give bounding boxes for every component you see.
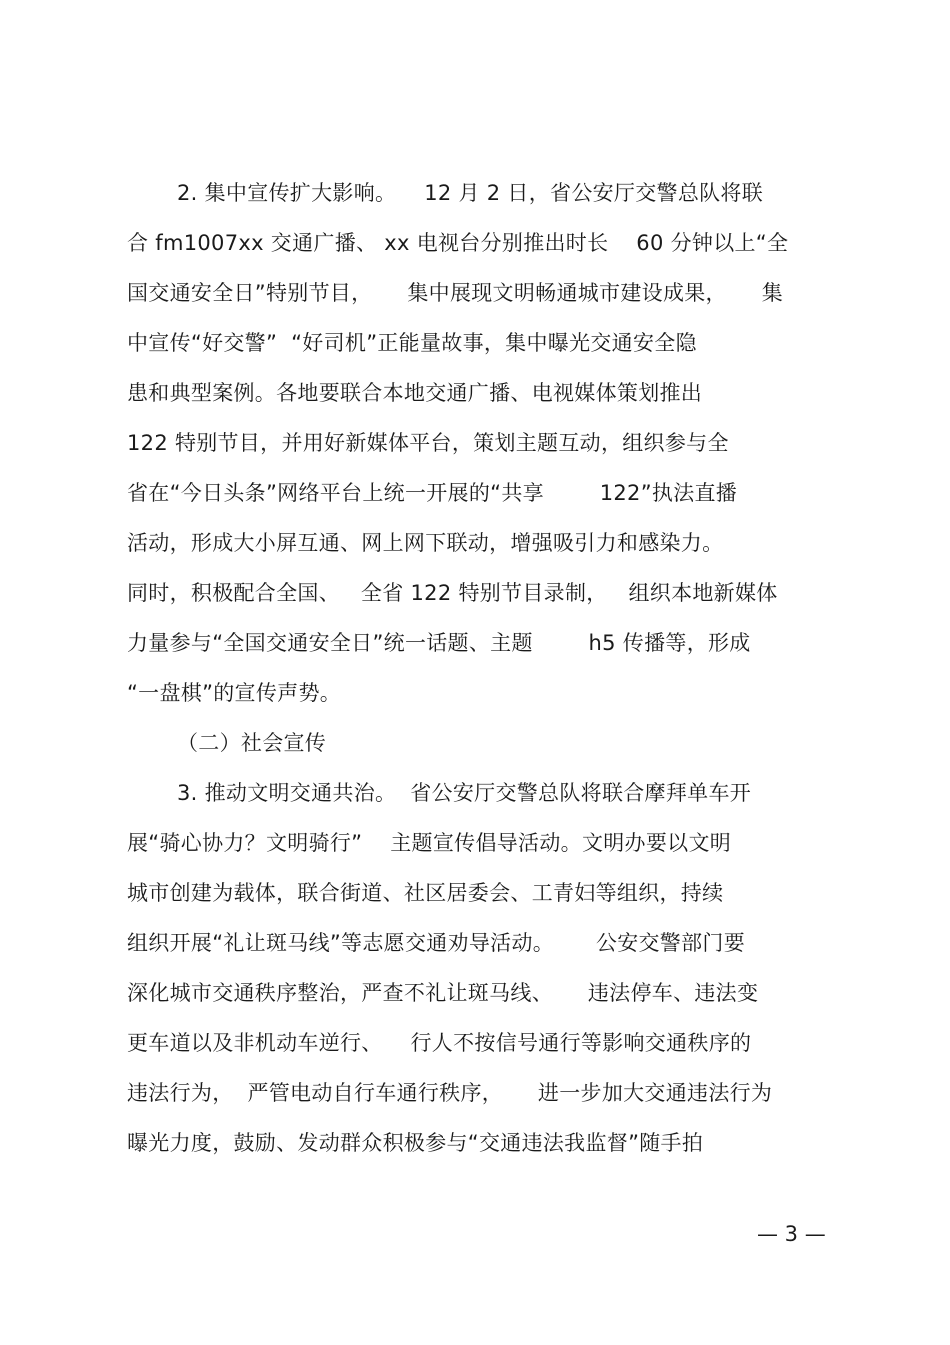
paragraph-3-line-2: 展“骑心协力？文明骑行” 主题宣传倡导活动。文明办要以文明 xyxy=(127,831,732,855)
paragraph-2-line-9: 同时，积极配合全国、 全省 122 特别节目录制， 组织本地新媒体 xyxy=(127,581,778,605)
paragraph-3-line-7: 违法行为， 严管电动自行车通行秩序， 进一步加大交通违法行为 xyxy=(127,1081,773,1105)
paragraph-2-line-11: “一盘棋”的宣传声势。 xyxy=(127,681,342,705)
page-number: — 3 — xyxy=(757,1222,826,1246)
paragraph-2-line-3: 国交通安全日”特别节目， 集中展现文明畅通城市建设成果， 集 xyxy=(127,281,784,305)
paragraph-2-line-4: 中宣传“好交警” “好司机”正能量故事，集中曝光交通安全隐 xyxy=(127,331,697,355)
section-heading: （二）社会宣传 xyxy=(177,731,327,755)
paragraph-3-line-1: 3. 推动文明交通共治。 省公安厅交警总队将联合摩拜单车开 xyxy=(177,781,752,805)
paragraph-2-line-10: 力量参与“全国交通安全日”统一话题、主题 h5 传播等，形成 xyxy=(127,631,751,655)
paragraph-2-line-2: 合 fm1007xx 交通广播、 xx 电视台分别推出时长 60 分钟以上“全 xyxy=(127,231,789,255)
paragraph-2-line-5: 患和典型案例。各地要联合本地交通广播、电视媒体策划推出 xyxy=(127,381,703,405)
paragraph-2-line-6: 122 特别节目，并用好新媒体平台，策划主题互动，组织参与全 xyxy=(127,431,729,455)
paragraph-2-line-7: 省在“今日头条”网络平台上统一开展的“共享 122”执法直播 xyxy=(127,481,738,505)
paragraph-3-line-3: 城市创建为载体，联合街道、社区居委会、工青妇等组织，持续 xyxy=(127,881,724,905)
paragraph-3-line-8: 曝光力度，鼓励、发动群众积极参与“交通违法我监督”随手拍 xyxy=(127,1131,704,1155)
paragraph-2-line-1: 2. 集中宣传扩大影响。 12 月 2 日，省公安厅交警总队将联 xyxy=(177,181,764,205)
paragraph-3-line-4: 组织开展“礼让斑马线”等志愿交通劝导活动。 公安交警部门要 xyxy=(127,931,746,955)
paragraph-3-line-5: 深化城市交通秩序整治，严查不礼让斑马线、 违法停车、违法变 xyxy=(127,981,759,1005)
paragraph-3-line-6: 更车道以及非机动车逆行、 行人不按信号通行等影响交通秩序的 xyxy=(127,1031,752,1055)
paragraph-2-line-8: 活动，形成大小屏互通、网上网下联动，增强吸引力和感染力。 xyxy=(127,531,724,555)
